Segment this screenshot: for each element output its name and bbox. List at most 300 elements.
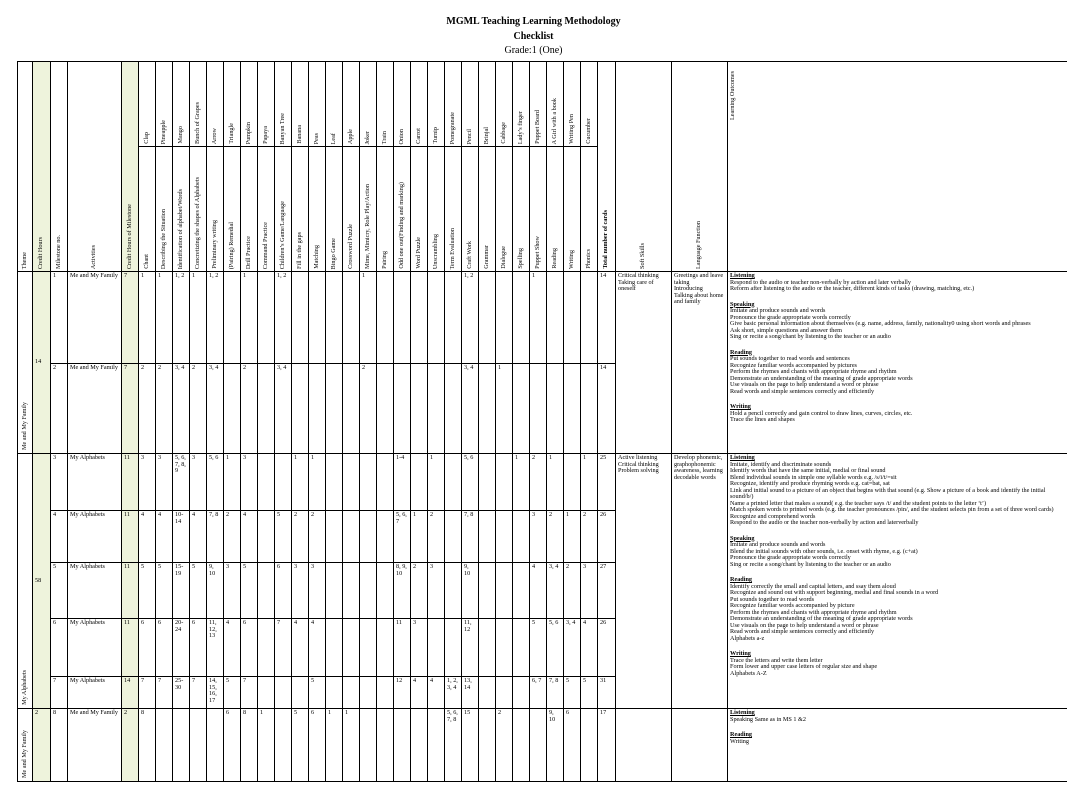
- listening-outcome: Blend individual sounds in simple one syllable words e.g. /s/i/t/=sit: [730, 473, 897, 481]
- card-name-header: [394, 62, 411, 147]
- card-count-cell: 2: [156, 364, 173, 454]
- card-count-cell: 2: [309, 511, 326, 563]
- card-count-cell: 1: [564, 511, 581, 563]
- card-count-cell: 1: [190, 272, 207, 364]
- card-count-cell: 4: [156, 511, 173, 563]
- card-count-cell: 8: [139, 709, 156, 782]
- theme-cell-text: Me and My Family: [20, 402, 28, 450]
- language-function-item: Greetings and leave taking: [674, 272, 724, 286]
- reading-outcome: Put sounds together to read words and sentences: [730, 355, 850, 362]
- writing-outcome: Hold a pencil correctly and gain control to draw lines, curves, circles, etc.: [730, 409, 913, 417]
- milestone-no-cell: 1: [51, 272, 68, 364]
- card-count-cell: 1: [224, 454, 241, 511]
- card-count-cell: 3, 4: [173, 364, 190, 454]
- card-count-cell: 6: [564, 709, 581, 782]
- card-name-header: [564, 62, 581, 147]
- listening-heading: Listening: [730, 454, 755, 461]
- card-count-cell: 5: [156, 563, 173, 619]
- card-count-cell: 7: [156, 677, 173, 709]
- card-activity-header: [581, 147, 598, 272]
- card-count-cell: [258, 619, 275, 677]
- milestone-no-cell: 8: [51, 709, 68, 782]
- card-count-cell: 3: [292, 563, 309, 619]
- card-count-cell: [564, 364, 581, 454]
- card-count-cell: [513, 709, 530, 782]
- card-count-cell: 6: [275, 563, 292, 619]
- speaking-outcome: Give basic personal information about themselves (e.g. name, address, family, nationality0 using short words and phrases: [730, 320, 1031, 327]
- card-activity-header: [445, 147, 462, 272]
- listening-outcome: Reform after listening to the audio or the teacher, different kinds of tasks (drawing, matching, etc.): [730, 285, 975, 292]
- card-count-cell: 2: [190, 364, 207, 454]
- card-count-cell: 5: [309, 677, 326, 709]
- card-name-header: [513, 62, 530, 147]
- milestone-no-cell: 7: [51, 677, 68, 709]
- soft-skills-cell: [616, 272, 672, 454]
- card-count-cell: 1: [156, 272, 173, 364]
- theme-cell-text: My Alphabets: [20, 670, 28, 705]
- card-count-cell: 2: [360, 364, 377, 454]
- credit-hours-cell: 58: [33, 454, 51, 709]
- milestone-credit-cell: 11: [122, 454, 139, 511]
- card-count-cell: [326, 619, 343, 677]
- card-count-cell: [445, 454, 462, 511]
- total-cards-cell: 27: [598, 563, 616, 619]
- card-count-cell: [343, 364, 360, 454]
- card-count-cell: [479, 677, 496, 709]
- card-count-cell: [360, 563, 377, 619]
- card-name-header: [428, 62, 445, 147]
- card-activity-header-text: Puppet Show: [533, 236, 541, 269]
- card-name-header: [139, 62, 156, 147]
- card-count-cell: 4: [139, 511, 156, 563]
- card-count-cell: 3: [190, 454, 207, 511]
- theme-header: [18, 62, 33, 272]
- credit-hours-cell: 2: [33, 709, 51, 782]
- speaking-outcome: Sing or recite a song/chant by listening to the teacher or an audio: [730, 333, 891, 340]
- card-count-cell: 3, 4: [564, 619, 581, 677]
- spacer: [730, 642, 1067, 648]
- listening-outcome: Imitate, identify and discriminate sounds: [730, 460, 832, 468]
- card-count-cell: 1: [496, 364, 513, 454]
- card-count-cell: [411, 709, 428, 782]
- page-subtitle: Checklist: [513, 31, 554, 42]
- total-cards-cell: 31: [598, 677, 616, 709]
- card-count-cell: 4: [309, 619, 326, 677]
- card-count-cell: [292, 364, 309, 454]
- spacer: [730, 723, 1067, 729]
- card-activity-header-text: Describing the Situation: [159, 208, 167, 269]
- card-count-cell: 3: [581, 563, 598, 619]
- card-count-cell: [530, 709, 547, 782]
- listening-outcome: Respond to the audio or the teacher non-verbally by action and laterverbally: [730, 519, 919, 526]
- card-name-header-text: Triangle: [227, 123, 235, 144]
- soft-skills-cell: [616, 454, 672, 709]
- card-count-cell: [445, 563, 462, 619]
- card-name-header: [547, 62, 564, 147]
- card-activity-header: [547, 147, 564, 272]
- reading-outcome: Use visuals on the page to help understand a word or phrase: [730, 621, 879, 629]
- card-count-cell: 2: [496, 709, 513, 782]
- language-function-cell: [672, 272, 728, 454]
- card-activity-header: [360, 147, 377, 272]
- card-count-cell: [496, 677, 513, 709]
- card-count-cell: 6: [241, 619, 258, 677]
- activity-cell: My Alphabets: [68, 619, 122, 677]
- listening-outcome: Recognize, identify and produce rhyming words e.g. cat=bat, sat: [730, 480, 890, 487]
- card-count-cell: 4: [411, 677, 428, 709]
- card-count-cell: [360, 454, 377, 511]
- milestone-no-cell: 6: [51, 619, 68, 677]
- card-count-cell: [326, 511, 343, 563]
- card-count-cell: [326, 677, 343, 709]
- card-count-cell: [496, 511, 513, 563]
- card-count-cell: 10-14: [173, 511, 190, 563]
- card-name-header: [479, 62, 496, 147]
- card-count-cell: [292, 677, 309, 709]
- reading-outcome: Read words and simple sentences correctly and efficiently: [730, 628, 875, 635]
- card-count-cell: 9, 10: [547, 709, 564, 782]
- card-activity-header: [496, 147, 513, 272]
- card-count-cell: 1, 2: [173, 272, 190, 364]
- milestone-credit-cell: 7: [122, 364, 139, 454]
- card-count-cell: 5, 6, 7, 8, 9: [173, 454, 190, 511]
- card-count-cell: [377, 709, 394, 782]
- card-activity-header-text: (Pairing) Remedial: [227, 221, 235, 269]
- card-count-cell: 1: [411, 511, 428, 563]
- card-name-header-text: Brinjal: [482, 126, 490, 144]
- credit-hours-milestone-header: [122, 62, 139, 272]
- card-name-header-text: Cabbage: [499, 122, 507, 144]
- card-count-cell: [343, 563, 360, 619]
- card-activity-header-text: Children’s Game/Language: [278, 200, 286, 269]
- milestone-no-cell: 5: [51, 563, 68, 619]
- card-count-cell: [377, 454, 394, 511]
- writing-outcome: Trace the letters and write them letter: [730, 656, 823, 664]
- card-name-header-text: Onion: [397, 128, 405, 144]
- activity-cell: My Alphabets: [68, 511, 122, 563]
- card-name-header: [173, 62, 190, 147]
- card-activity-header: [479, 147, 496, 272]
- card-count-cell: 6: [309, 709, 326, 782]
- card-activity-header: [564, 147, 581, 272]
- soft-skill-item: Taking care of oneself: [618, 278, 654, 292]
- card-count-cell: [360, 677, 377, 709]
- card-activity-header-text: Unscrambling: [431, 233, 439, 269]
- card-activity-header-text: Odd one out(Finding and marking): [397, 182, 405, 269]
- card-count-cell: [360, 619, 377, 677]
- soft-skill-item: Active listening: [618, 454, 658, 461]
- card-count-cell: [445, 364, 462, 454]
- card-count-cell: 7: [190, 677, 207, 709]
- card-count-cell: 5: [530, 619, 547, 677]
- table-row: [18, 454, 1067, 511]
- card-count-cell: [360, 511, 377, 563]
- card-count-cell: [309, 364, 326, 454]
- card-count-cell: 2: [530, 454, 547, 511]
- card-activity-header: [258, 147, 275, 272]
- card-activity-header-text: Word Puzzle: [414, 237, 422, 269]
- card-activity-header-text: Identification of alphabet/Words: [176, 188, 184, 269]
- card-count-cell: 5: [139, 563, 156, 619]
- grade-label: Grade:1 (One): [504, 45, 563, 56]
- card-activity-header-text: Pairing: [380, 251, 388, 269]
- card-count-cell: 1, 2: [207, 272, 224, 364]
- activities-header: [68, 62, 122, 272]
- card-count-cell: [411, 364, 428, 454]
- speaking-outcome: Ask short, simple questions and answer them: [730, 326, 842, 334]
- reading-outcome: Writing: [730, 737, 749, 745]
- card-count-cell: [513, 364, 530, 454]
- card-count-cell: 7: [241, 677, 258, 709]
- card-count-cell: [428, 272, 445, 364]
- card-count-cell: [530, 364, 547, 454]
- reading-outcome: Put sounds together to read words: [730, 595, 815, 603]
- card-count-cell: 2: [241, 364, 258, 454]
- card-name-header-text: Clap: [142, 132, 150, 144]
- card-count-cell: [377, 563, 394, 619]
- card-name-header-text: Pencil: [465, 128, 473, 144]
- card-activity-header-text: Mime, Mimicry, Role Play/Action: [363, 183, 371, 269]
- total-cards-cell: 14: [598, 272, 616, 364]
- card-activity-header: [343, 147, 360, 272]
- learning-outcomes-cell: [728, 709, 1067, 782]
- total-cards-cell: 26: [598, 511, 616, 563]
- card-count-cell: 6: [156, 619, 173, 677]
- card-activity-header: [156, 147, 173, 272]
- listening-outcome: Speaking Same as in MS 1 &2: [730, 715, 806, 723]
- card-count-cell: 3: [530, 511, 547, 563]
- card-count-cell: 9, 10: [462, 563, 479, 619]
- card-count-cell: 3, 4: [275, 364, 292, 454]
- total-cards-cell: 17: [598, 709, 616, 782]
- listening-outcome: Match spoken words to printed words (e.g. the teacher pronounces /pin/, and the student selects pin from a set of three word cards): [730, 506, 1054, 513]
- card-activity-header-text: Chant: [142, 254, 150, 269]
- card-count-cell: [258, 677, 275, 709]
- card-count-cell: [445, 511, 462, 563]
- reading-heading: Reading: [730, 576, 753, 583]
- card-count-cell: 4: [190, 511, 207, 563]
- card-count-cell: [207, 709, 224, 782]
- writing-outcome: Form lower and upper case letters of regular size and shape: [730, 663, 878, 670]
- card-count-cell: [275, 677, 292, 709]
- card-name-header-text: Banyan Tree: [278, 112, 286, 144]
- language-function-item: Talking about home and family: [674, 291, 724, 305]
- card-count-cell: [428, 619, 445, 677]
- language-function-header: [672, 62, 728, 272]
- milestone-credit-cell: 11: [122, 619, 139, 677]
- card-count-cell: 5: [224, 677, 241, 709]
- soft-skill-item: Problem solving: [618, 467, 659, 474]
- activity-cell: Me and My Family: [68, 272, 122, 364]
- listening-heading: Listening: [730, 709, 755, 716]
- card-count-cell: 15: [462, 709, 479, 782]
- soft-skill-item: Critical thinking: [618, 460, 659, 468]
- total-cards-cell: 26: [598, 619, 616, 677]
- card-count-cell: 9, 10: [207, 563, 224, 619]
- card-name-header-text: A Girl with a book: [550, 97, 558, 144]
- card-activity-header-text: Writing: [567, 250, 575, 269]
- card-count-cell: [513, 272, 530, 364]
- card-count-cell: 4: [530, 563, 547, 619]
- card-activity-header-text: Grammar: [482, 245, 490, 269]
- card-activity-header-text: Drill Practice: [244, 235, 252, 269]
- card-count-cell: 1: [292, 454, 309, 511]
- card-count-cell: 4: [224, 619, 241, 677]
- milestone-credit-cell: 2: [122, 709, 139, 782]
- card-count-cell: 3: [224, 563, 241, 619]
- card-activity-header: [326, 147, 343, 272]
- card-name-header-text: Pineapple: [159, 119, 167, 144]
- card-count-cell: 5: [292, 709, 309, 782]
- card-name-header-text: Bunch of Grapes: [193, 102, 201, 144]
- card-count-cell: 1: [428, 454, 445, 511]
- card-count-cell: [496, 619, 513, 677]
- card-count-cell: 2: [547, 511, 564, 563]
- card-count-cell: [547, 272, 564, 364]
- spacer: [730, 341, 1067, 347]
- card-count-cell: 25-30: [173, 677, 190, 709]
- card-count-cell: 2: [564, 563, 581, 619]
- reading-outcome: Recognize familiar words accompanied by picture: [730, 602, 855, 609]
- card-count-cell: 7: [139, 677, 156, 709]
- card-count-cell: [343, 272, 360, 364]
- card-name-header: [326, 62, 343, 147]
- card-count-cell: [275, 709, 292, 782]
- card-count-cell: 20-24: [173, 619, 190, 677]
- card-count-cell: 3: [428, 563, 445, 619]
- activities-header-text: Activities: [90, 244, 98, 269]
- theme-cell: [18, 454, 33, 709]
- card-count-cell: 4: [581, 619, 598, 677]
- card-count-cell: [547, 364, 564, 454]
- reading-outcome: Demonstrate an understanding of the meaning of grade appropriate words: [730, 374, 913, 382]
- card-activity-header: [139, 147, 156, 272]
- card-count-cell: [428, 709, 445, 782]
- card-activity-header-text: Phonics: [584, 249, 592, 269]
- card-count-cell: 5: [241, 563, 258, 619]
- card-count-cell: 2: [581, 511, 598, 563]
- card-activity-header: [207, 147, 224, 272]
- card-count-cell: [479, 272, 496, 364]
- card-count-cell: 11, 12, 13: [207, 619, 224, 677]
- card-count-cell: 3: [139, 454, 156, 511]
- card-name-header-text: Cucumber: [584, 118, 592, 144]
- card-name-header-text: Writing Pen: [567, 114, 575, 144]
- card-count-cell: [428, 364, 445, 454]
- card-activity-header: [190, 147, 207, 272]
- card-name-header: [241, 62, 258, 147]
- card-count-cell: 3: [241, 454, 258, 511]
- writing-heading: Writing: [730, 403, 751, 410]
- language-function-cell: [672, 709, 728, 782]
- speaking-outcome: Imitate and produce sounds and words: [730, 541, 826, 548]
- card-count-cell: [258, 364, 275, 454]
- card-name-header: [462, 62, 479, 147]
- learning-outcomes-header: [728, 62, 1067, 272]
- card-count-cell: 2: [139, 364, 156, 454]
- card-activity-header-text: Fill in the gaps: [295, 232, 303, 269]
- table-row: [18, 272, 1067, 364]
- card-name-header: [190, 62, 207, 147]
- card-name-header-text: Pumpkin: [244, 121, 252, 144]
- listening-heading: Listening: [730, 272, 755, 279]
- activity-cell: My Alphabets: [68, 563, 122, 619]
- card-count-cell: [377, 272, 394, 364]
- writing-outcome: Trace the lines and shapes: [730, 416, 795, 423]
- card-count-cell: 6: [224, 709, 241, 782]
- card-count-cell: [309, 272, 326, 364]
- card-count-cell: [445, 619, 462, 677]
- card-count-cell: 4: [292, 619, 309, 677]
- card-count-cell: 3: [156, 454, 173, 511]
- card-count-cell: 1, 2: [462, 272, 479, 364]
- card-count-cell: [411, 272, 428, 364]
- milestone-credit-cell: 7: [122, 272, 139, 364]
- speaking-outcome: Pronounce the grade appropriate words correctly: [730, 313, 851, 321]
- theme-cell: [18, 272, 33, 454]
- card-name-header-text: Turnip: [431, 127, 439, 144]
- card-count-cell: 11, 12: [462, 619, 479, 677]
- reading-outcome: Perform the rhymes and chants with appropriate rhyme and rhythm: [730, 608, 897, 616]
- card-count-cell: 5: [564, 677, 581, 709]
- card-count-cell: 3: [309, 563, 326, 619]
- card-count-cell: 12: [394, 677, 411, 709]
- theme-cell-text: Me and My Family: [20, 730, 28, 778]
- card-count-cell: 4: [428, 677, 445, 709]
- card-count-cell: [479, 511, 496, 563]
- card-count-cell: [513, 619, 530, 677]
- card-count-cell: 1-4: [394, 454, 411, 511]
- card-count-cell: [156, 709, 173, 782]
- spacer: [730, 293, 1067, 299]
- milestone-no-cell: 3: [51, 454, 68, 511]
- card-activity-header: [275, 147, 292, 272]
- listening-outcome: Recognize and comprehend words: [730, 512, 816, 520]
- spacer: [730, 527, 1067, 533]
- card-count-cell: 1: [360, 272, 377, 364]
- card-activity-header-text: Craft Work: [465, 241, 473, 269]
- theme-cell: [18, 709, 33, 782]
- card-count-cell: [224, 364, 241, 454]
- card-count-cell: [581, 364, 598, 454]
- card-count-cell: [564, 272, 581, 364]
- card-count-cell: 5: [581, 677, 598, 709]
- soft-skills-header-text: Soft Skills: [639, 243, 647, 269]
- card-count-cell: [292, 272, 309, 364]
- card-count-cell: 15-19: [173, 563, 190, 619]
- card-name-header: [207, 62, 224, 147]
- listening-outcome: Identify words that have the same initial, medial or final sound: [730, 467, 886, 474]
- card-activity-header: [530, 147, 547, 272]
- card-count-cell: [275, 454, 292, 511]
- card-count-cell: 3: [411, 619, 428, 677]
- total-cards-header: [598, 62, 616, 272]
- card-count-cell: 5: [275, 511, 292, 563]
- learning-outcomes-cell: [728, 454, 1067, 709]
- card-activity-header-text: Matching: [312, 245, 320, 269]
- listening-outcome: Name a printed letter that makes a sound( e.g. the teacher says /t/ and the student points to the letter ‘t’): [730, 499, 987, 507]
- card-count-cell: [343, 511, 360, 563]
- card-count-cell: 2: [224, 511, 241, 563]
- milestone-no-header: [51, 62, 68, 272]
- speaking-outcome: Sing or recite a song/chant by listening to the teacher or an audio: [730, 560, 891, 568]
- credit-hours-milestone-header-text: Credit Hours of Milestone: [125, 203, 133, 269]
- learning-outcomes-header-text: Learning Outcomes: [729, 71, 736, 120]
- card-count-cell: [343, 454, 360, 511]
- card-count-cell: 14, 15, 16, 17: [207, 677, 224, 709]
- card-name-header: [530, 62, 547, 147]
- card-count-cell: 3, 4: [207, 364, 224, 454]
